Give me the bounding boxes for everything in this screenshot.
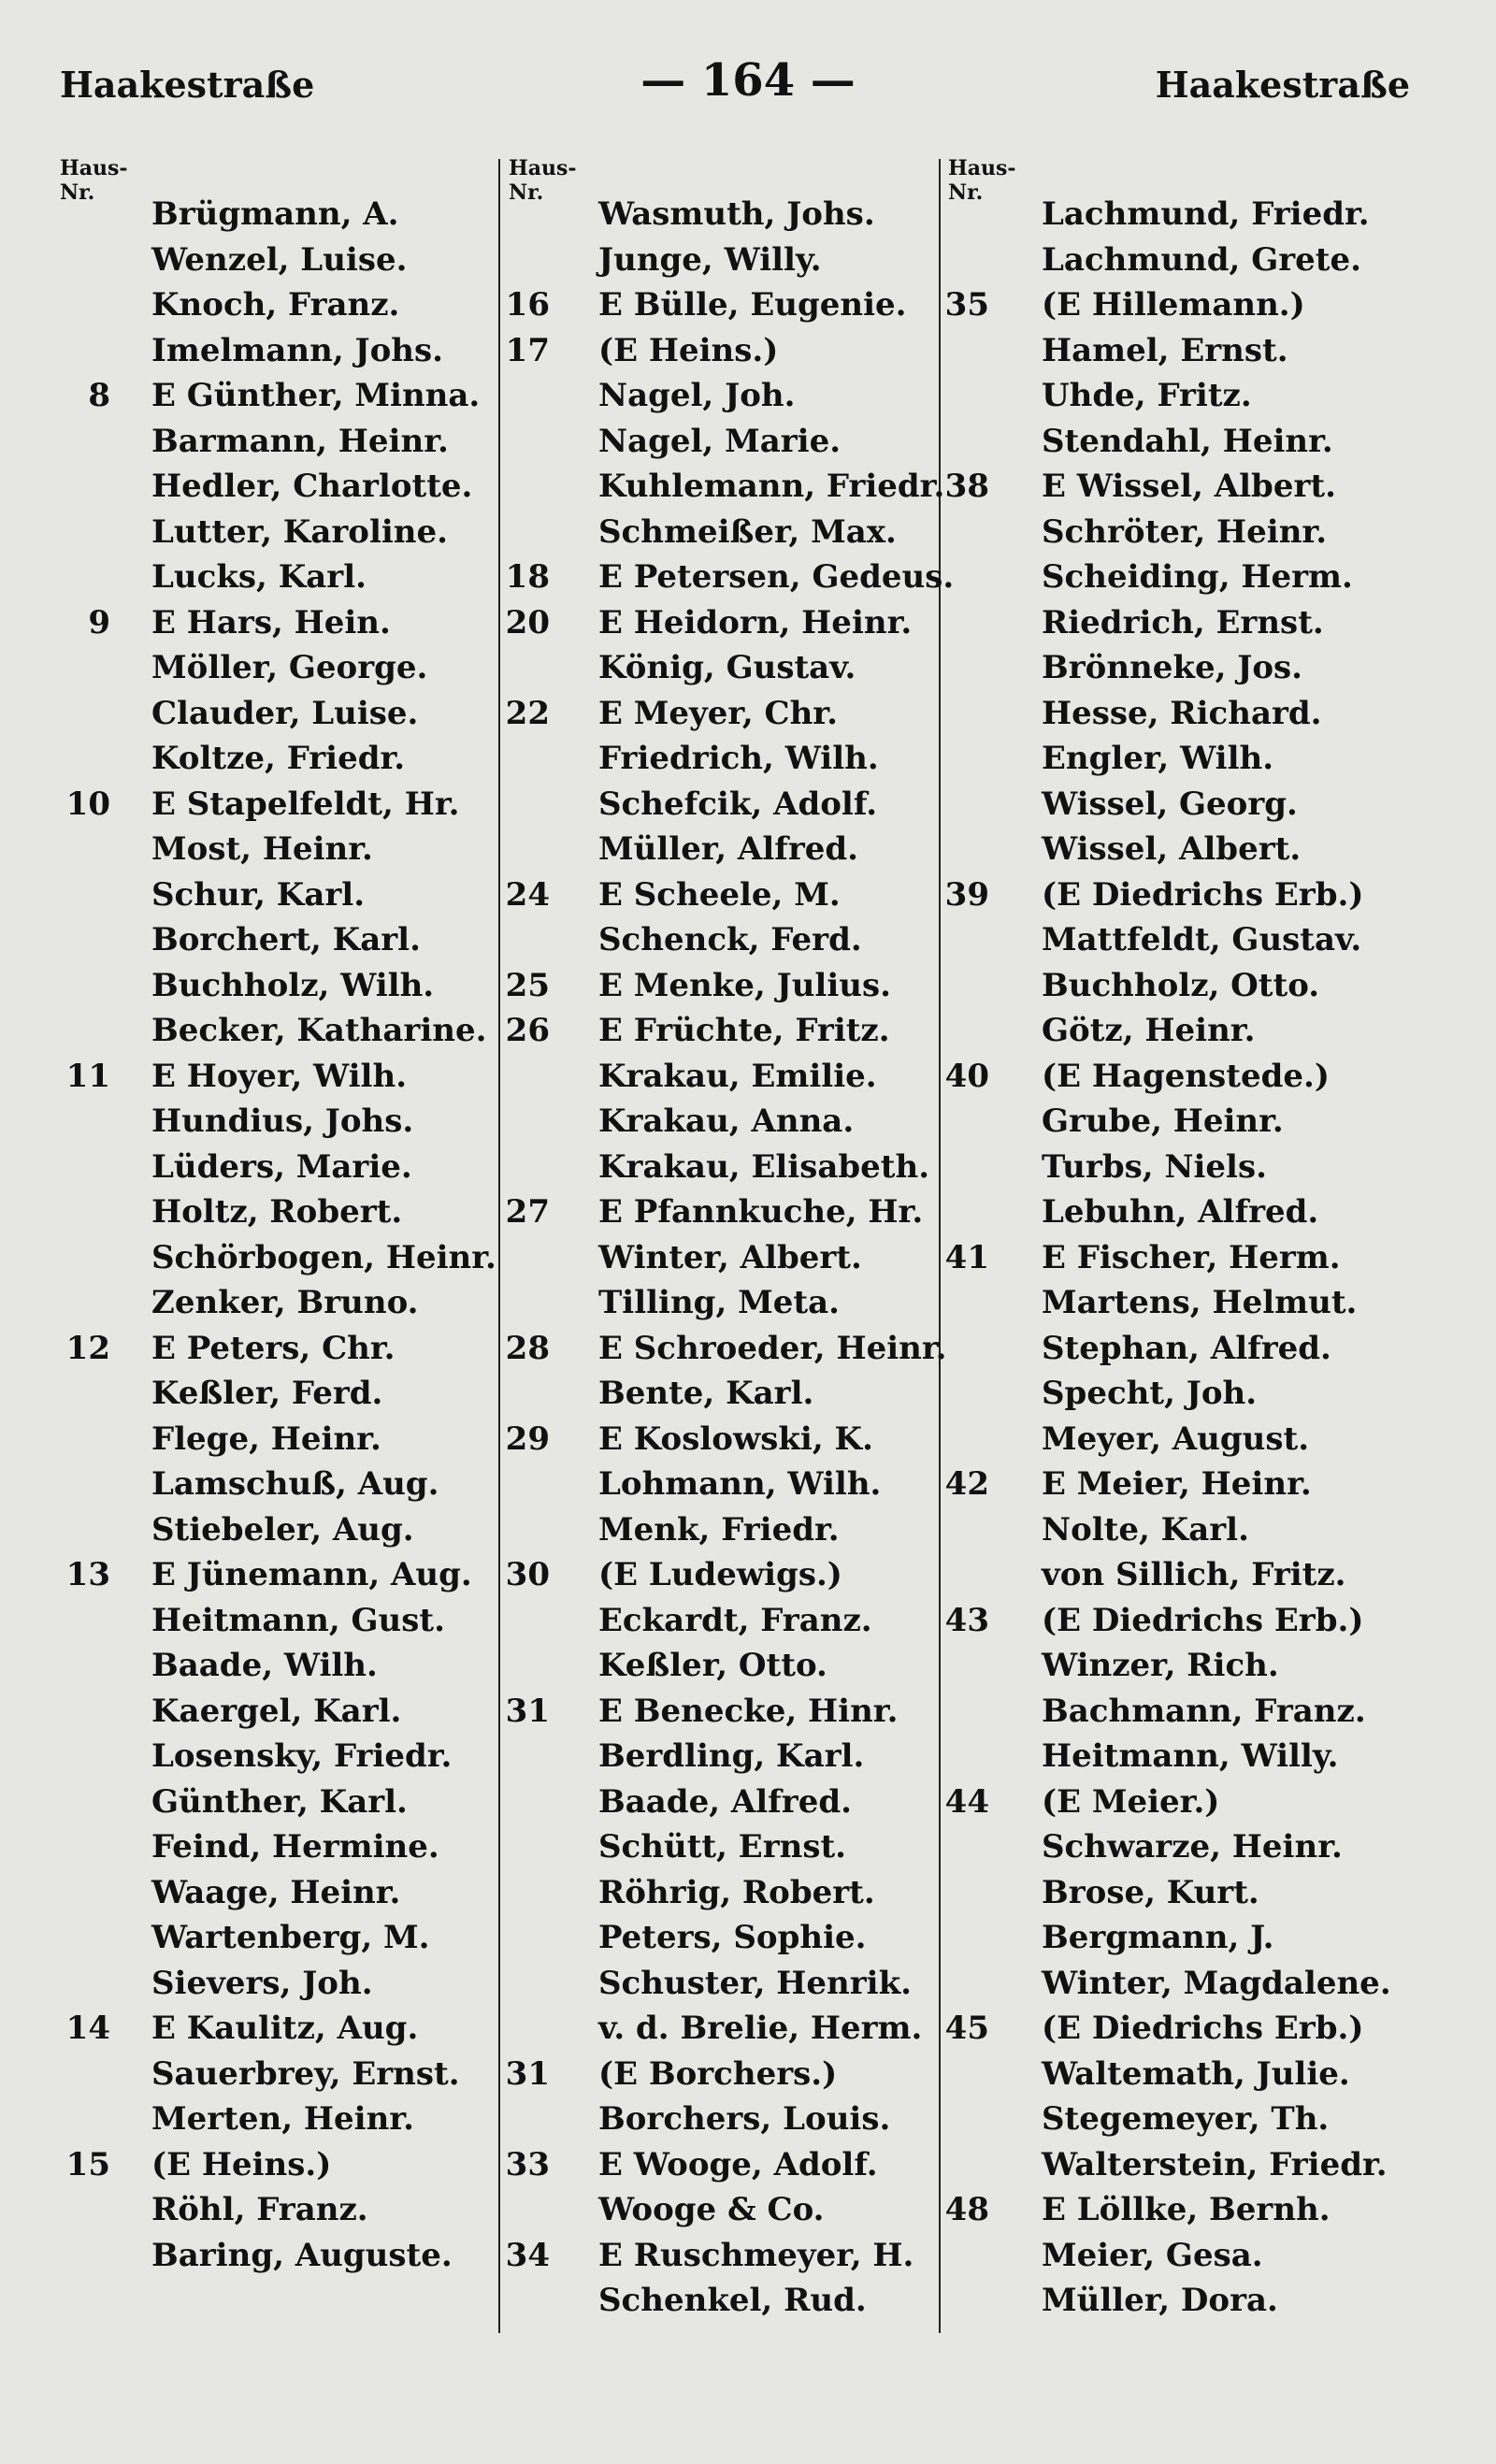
resident-name: Engler, Wilh. — [1042, 740, 1274, 777]
resident-name: Lamschuß, Aug. — [151, 1465, 439, 1503]
page-number: — 164 — — [640, 54, 856, 107]
resident-name: Schröter, Heinr. — [1042, 512, 1328, 551]
house-number: 10 — [65, 785, 110, 823]
resident-name: E Petersen, Gedeus. — [598, 558, 955, 596]
resident-name: Koltze, Friedr. — [151, 740, 406, 777]
house-number: 11 — [65, 1057, 110, 1095]
resident-name: Uhde, Fritz. — [1042, 377, 1252, 414]
resident-name: Wooge & Co. — [598, 2191, 825, 2228]
resident-name: Hesse, Richard. — [1042, 694, 1322, 732]
resident-name: E Früchte, Fritz. — [598, 1012, 890, 1049]
resident-name: Bachmann, Franz. — [1042, 1692, 1366, 1730]
resident-name: Merten, Heinr. — [151, 2100, 414, 2138]
resident-name: Röhrig, Robert. — [598, 1873, 875, 1911]
resident-name: Stiebeler, Aug. — [151, 1510, 414, 1549]
resident-name: Imelmann, Johs. — [151, 331, 444, 369]
column-head: Haus-Nr. — [60, 156, 128, 205]
resident-name: Berdling, Karl. — [598, 1737, 865, 1775]
house-number: 40 — [944, 1057, 989, 1095]
resident-name: E Meier, Heinr. — [1042, 1465, 1312, 1503]
resident-name: Most, Heinr. — [151, 830, 373, 868]
resident-name: Kuhlemann, Friedr. — [598, 468, 945, 505]
house-number: 17 — [505, 331, 550, 369]
resident-name: Götz, Heinr. — [1042, 1012, 1256, 1049]
resident-name: Nagel, Marie. — [598, 422, 842, 460]
house-number: 26 — [505, 1012, 550, 1049]
resident-name: Röhl, Franz. — [151, 2191, 368, 2228]
resident-name: Möller, George. — [151, 649, 428, 686]
resident-name: E Löllke, Bernh. — [1042, 2191, 1331, 2228]
house-number: 27 — [505, 1193, 550, 1231]
resident-name: Meier, Gesa. — [1042, 2236, 1263, 2274]
resident-name: (E Heins.) — [598, 331, 779, 369]
resident-name: Riedrich, Ernst. — [1042, 603, 1324, 641]
house-number: 44 — [944, 1782, 989, 1821]
resident-name: Bente, Karl. — [598, 1375, 814, 1412]
resident-name: Nolte, Karl. — [1042, 1510, 1249, 1549]
resident-name: Eckardt, Franz. — [598, 1601, 872, 1639]
resident-name: Brose, Kurt. — [1042, 1873, 1259, 1911]
resident-name: Grube, Heinr. — [1042, 1102, 1284, 1140]
resident-name: Schuster, Henrik. — [598, 1964, 912, 2002]
resident-name: Baade, Wilh. — [151, 1647, 378, 1684]
house-number: 24 — [505, 875, 550, 914]
house-number: 42 — [944, 1465, 989, 1503]
column-divider — [498, 159, 500, 2333]
resident-name: Feind, Hermine. — [151, 1828, 439, 1866]
resident-name: Schenkel, Rud. — [598, 2282, 867, 2319]
resident-name: Lutter, Karoline. — [151, 512, 448, 551]
resident-name: Sauerbrey, Ernst. — [151, 2054, 460, 2093]
resident-name: Walterstein, Friedr. — [1042, 2145, 1388, 2183]
resident-name: Barmann, Heinr. — [151, 422, 449, 460]
resident-name: E Ruschmeyer, H. — [598, 2236, 914, 2274]
resident-name: E Hars, Hein. — [151, 603, 391, 641]
house-number: 39 — [944, 875, 989, 914]
resident-name: (E Borchers.) — [598, 2054, 838, 2093]
resident-name: E Meyer, Chr. — [598, 694, 838, 732]
resident-name: Wissel, Albert. — [1042, 830, 1302, 868]
resident-name: Hundius, Johs. — [151, 1102, 414, 1140]
house-number: 33 — [505, 2145, 550, 2183]
resident-name: Bergmann, J. — [1042, 1919, 1274, 1956]
resident-name: Günther, Karl. — [151, 1782, 408, 1821]
house-number: 16 — [505, 286, 550, 324]
house-number: 43 — [944, 1601, 989, 1639]
house-number: 35 — [944, 286, 989, 324]
resident-name: Borchers, Louis. — [598, 2100, 891, 2138]
resident-name: Lüders, Marie. — [151, 1147, 412, 1186]
resident-name: Wartenberg, M. — [151, 1919, 430, 1956]
resident-name: Hedler, Charlotte. — [151, 468, 473, 505]
resident-name: Becker, Katharine. — [151, 1012, 487, 1049]
resident-name: E Fischer, Herm. — [1042, 1238, 1341, 1276]
resident-name: (E Ludewigs.) — [598, 1556, 842, 1593]
resident-name: Tilling, Meta. — [598, 1284, 840, 1321]
house-number: 14 — [65, 2010, 110, 2047]
resident-name: (E Meier.) — [1042, 1782, 1220, 1821]
resident-name: Wissel, Georg. — [1042, 785, 1298, 823]
resident-name: E Günther, Minna. — [151, 377, 481, 414]
resident-name: Stegemeyer, Th. — [1042, 2100, 1330, 2138]
resident-name: E Schroeder, Heinr. — [598, 1329, 947, 1367]
resident-name: E Menke, Julius. — [598, 966, 891, 1004]
resident-name: Menk, Friedr. — [598, 1510, 840, 1549]
resident-name: Stendahl, Heinr. — [1042, 422, 1333, 460]
house-number: 13 — [65, 1556, 110, 1593]
resident-name: Wasmuth, Johs. — [598, 195, 875, 233]
house-number: 20 — [505, 603, 550, 641]
resident-name: E Benecke, Hinr. — [598, 1692, 899, 1730]
resident-name: Lohmann, Wilh. — [598, 1465, 882, 1503]
resident-name: Baade, Alfred. — [598, 1782, 852, 1821]
resident-name: Schefcik, Adolf. — [598, 785, 878, 823]
resident-name: Turbs, Niels. — [1042, 1147, 1267, 1186]
house-number: 29 — [505, 1419, 550, 1458]
resident-name: Specht, Joh. — [1042, 1375, 1258, 1412]
resident-name: (E Diedrichs Erb.) — [1042, 2010, 1364, 2047]
resident-name: Winter, Magdalene. — [1042, 1964, 1391, 2002]
house-number: 22 — [505, 694, 550, 732]
house-number: 41 — [944, 1238, 989, 1276]
resident-name: Kaergel, Karl. — [151, 1692, 402, 1730]
resident-name: Hamel, Ernst. — [1042, 331, 1288, 369]
resident-name: (E Hagenstede.) — [1042, 1057, 1330, 1095]
resident-name: Martens, Helmut. — [1042, 1284, 1358, 1321]
resident-name: König, Gustav. — [598, 649, 856, 686]
house-number: 31 — [505, 1692, 550, 1730]
resident-name: Müller, Alfred. — [598, 830, 859, 868]
house-number: 34 — [505, 2236, 550, 2274]
house-number: 31 — [505, 2054, 550, 2093]
resident-name: Schütt, Ernst. — [598, 1828, 847, 1866]
house-number: 15 — [65, 2145, 110, 2183]
resident-name: Scheiding, Herm. — [1042, 558, 1353, 596]
resident-name: Buchholz, Otto. — [1042, 966, 1320, 1004]
column-head: Haus-Nr. — [509, 156, 577, 205]
resident-name: Schmeißer, Max. — [598, 512, 897, 551]
column-head: Haus-Nr. — [948, 156, 1016, 205]
resident-name: E Pfannkuche, Hr. — [598, 1193, 924, 1231]
resident-name: E Stapelfeldt, Hr. — [151, 785, 460, 823]
resident-name: Schwarze, Heinr. — [1042, 1828, 1343, 1866]
resident-name: Junge, Willy. — [598, 240, 822, 279]
resident-name: Sievers, Joh. — [151, 1964, 373, 2002]
resident-name: Flege, Heinr. — [151, 1419, 381, 1458]
resident-name: Keßler, Otto. — [598, 1647, 827, 1684]
resident-name: (E Diedrichs Erb.) — [1042, 1601, 1364, 1639]
running-head-right: Haakestraße — [1155, 64, 1410, 106]
house-number: 38 — [944, 468, 989, 505]
house-number: 30 — [505, 1556, 550, 1593]
house-number: 28 — [505, 1329, 550, 1367]
resident-name: E Scheele, M. — [598, 875, 841, 914]
resident-name: Schenck, Ferd. — [598, 921, 862, 958]
resident-name: v. d. Brelie, Herm. — [598, 2010, 923, 2047]
house-number: 8 — [88, 377, 110, 414]
house-number: 45 — [944, 2010, 989, 2047]
resident-name: (E Heins.) — [151, 2145, 332, 2183]
resident-name: Lachmund, Friedr. — [1042, 195, 1370, 233]
resident-name: Müller, Dora. — [1042, 2282, 1278, 2319]
resident-name: Krakau, Emilie. — [598, 1057, 877, 1095]
resident-name: Waage, Heinr. — [151, 1873, 401, 1911]
resident-name: Heitmann, Willy. — [1042, 1737, 1339, 1775]
resident-name: Lebuhn, Alfred. — [1042, 1193, 1319, 1231]
running-head-left: Haakestraße — [60, 64, 315, 106]
resident-name: Schur, Karl. — [151, 875, 366, 914]
house-number: 12 — [65, 1329, 110, 1367]
resident-name: Peters, Sophie. — [598, 1919, 867, 1956]
resident-name: E Bülle, Eugenie. — [598, 286, 907, 324]
resident-name: Meyer, August. — [1042, 1419, 1310, 1458]
resident-name: Heitmann, Gust. — [151, 1601, 445, 1639]
resident-name: E Peters, Chr. — [151, 1329, 396, 1367]
resident-name: Brügmann, A. — [151, 195, 399, 233]
house-number: 9 — [88, 603, 110, 641]
resident-name: Stephan, Alfred. — [1042, 1329, 1331, 1367]
house-number: 18 — [505, 558, 550, 596]
resident-name: Winter, Albert. — [598, 1238, 862, 1276]
resident-name: Holtz, Robert. — [151, 1193, 403, 1231]
resident-name: Baring, Auguste. — [151, 2236, 453, 2274]
resident-name: Knoch, Franz. — [151, 286, 400, 324]
resident-name: E Heidorn, Heinr. — [598, 603, 913, 641]
resident-name: Clauder, Luise. — [151, 694, 419, 732]
resident-name: Nagel, Joh. — [598, 377, 796, 414]
resident-name: Lachmund, Grete. — [1042, 240, 1361, 279]
resident-name: E Hoyer, Wilh. — [151, 1057, 408, 1095]
resident-name: Lucks, Karl. — [151, 558, 367, 596]
house-number: 25 — [505, 966, 550, 1004]
resident-name: Winzer, Rich. — [1042, 1647, 1279, 1684]
resident-name: Krakau, Anna. — [598, 1102, 855, 1140]
resident-name: E Koslowski, K. — [598, 1419, 873, 1458]
resident-name: (E Diedrichs Erb.) — [1042, 875, 1364, 914]
resident-name: Keßler, Ferd. — [151, 1375, 383, 1412]
resident-name: E Wissel, Albert. — [1042, 468, 1336, 505]
resident-name: Losensky, Friedr. — [151, 1737, 453, 1775]
resident-name: Buchholz, Wilh. — [151, 966, 435, 1004]
house-number: 48 — [944, 2191, 989, 2228]
resident-name: Krakau, Elisabeth. — [598, 1147, 930, 1186]
resident-name: Friedrich, Wilh. — [598, 740, 879, 777]
resident-name: Zenker, Bruno. — [151, 1284, 419, 1321]
resident-name: (E Hillemann.) — [1042, 286, 1305, 324]
resident-name: E Jünemann, Aug. — [151, 1556, 472, 1593]
resident-name: Brönneke, Jos. — [1042, 649, 1303, 686]
resident-name: von Sillich, Fritz. — [1042, 1556, 1346, 1593]
resident-name: Schörbogen, Heinr. — [151, 1238, 496, 1276]
resident-name: E Kaulitz, Aug. — [151, 2010, 419, 2047]
resident-name: Mattfeldt, Gustav. — [1042, 921, 1362, 958]
resident-name: Borchert, Karl. — [151, 921, 421, 958]
resident-name: Waltemath, Julie. — [1042, 2054, 1350, 2093]
resident-name: E Wooge, Adolf. — [598, 2145, 878, 2183]
resident-name: Wenzel, Luise. — [151, 240, 408, 279]
